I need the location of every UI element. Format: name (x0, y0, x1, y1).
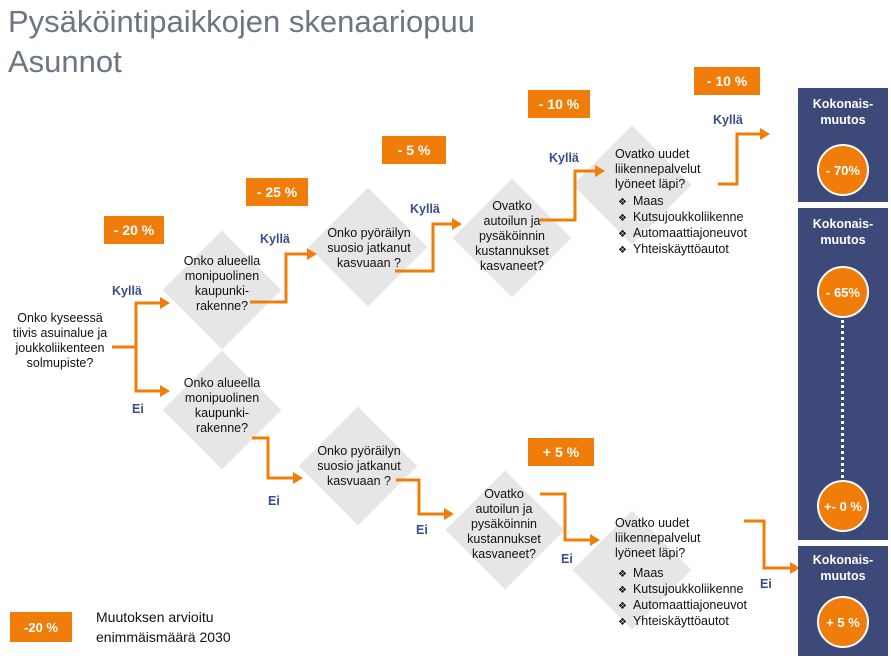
root-question-line: joukkoliikenteen (15, 341, 105, 355)
label-yes-upper-q3: Kyllä (549, 151, 579, 165)
panel-title-line: Kokonais- (812, 553, 874, 567)
label-yes-upper-q2: Kyllä (410, 202, 440, 216)
total-change-panel-bottom (798, 546, 888, 656)
question-line: kustannukset (467, 532, 541, 546)
legend-text (96, 607, 231, 647)
pct-box-upper-1: - 20 % (104, 216, 164, 244)
pct-box-upper-5: - 10 % (694, 67, 760, 95)
lower-q1-question (172, 376, 272, 436)
question-line: Onko pyöräilyn (317, 444, 401, 458)
panel-title-line: muutos (820, 113, 866, 127)
label-no-root: Ei (132, 402, 144, 416)
lower-q4-list (618, 566, 747, 630)
range-dotted-line (841, 320, 844, 478)
root-question (4, 311, 116, 371)
panel-title-line: muutos (820, 569, 866, 583)
list-item: ❖ Kutsujoukkoliikenne (618, 582, 747, 598)
label-no-lower-q2: Ei (416, 523, 428, 537)
panel-title (798, 552, 888, 584)
panel-title-line: Kokonais- (812, 97, 874, 111)
question-line: kasvaneet? (480, 259, 544, 273)
question-line: liikennepalvelut (615, 162, 701, 176)
panel-title-line: Kokonais- (812, 217, 874, 231)
panel-title (798, 96, 888, 128)
root-question-line: tiivis asuinalue ja (12, 326, 108, 340)
question-line: Ovatko (484, 487, 524, 501)
legend-text-line: Muutoksen arvioitu (96, 609, 214, 625)
upper-q2-question (318, 226, 420, 271)
total-value-circle-top: - 65% (817, 266, 869, 318)
question-line: kaupunki- (194, 284, 250, 298)
label-yes-upper-q1: Kyllä (260, 232, 290, 246)
label-no-lower-q3: Ei (561, 552, 573, 566)
question-line: kaupunki- (194, 406, 250, 420)
upper-q4-list (618, 194, 747, 258)
total-change-panel-middle (798, 208, 888, 540)
question-line: Ovatko (492, 199, 532, 213)
panel-title-line: muutos (820, 233, 866, 247)
list-item: ❖ Kutsujoukkoliikenne (618, 210, 747, 226)
connector-root-no (136, 347, 160, 391)
root-question-line: solmupiste? (26, 356, 94, 370)
question-line: Ovatko uudet (615, 147, 690, 161)
list-item: ❖ Yhteiskäyttöautot (618, 614, 747, 630)
total-value-circle: + 5 % (817, 596, 869, 648)
root-question-line: Onko kyseessä (17, 311, 103, 325)
lower-q2-question (308, 444, 410, 489)
question-line: kustannukset (475, 244, 549, 258)
question-line: autoilun ja (483, 214, 541, 228)
list-item: ❖ Automaattiajoneuvot (618, 598, 747, 614)
question-line: lyöneet läpi? (615, 177, 686, 191)
question-line: suosio jatkanut (327, 241, 411, 255)
lower-q3-question (456, 487, 552, 562)
question-line: kasvuaan ? (327, 474, 391, 488)
upper-q4-question (615, 147, 700, 192)
question-line: pysäköinnin (478, 229, 545, 243)
total-value-circle: - 70% (817, 144, 869, 196)
total-change-panel-top (798, 88, 888, 202)
connector-root-yes (112, 303, 160, 347)
label-no-lower-q1: Ei (268, 494, 280, 508)
question-line: liikennepalvelut (615, 531, 701, 545)
list-item: ❖ Maas (618, 194, 747, 210)
pct-box-upper-3: - 5 % (382, 136, 446, 164)
question-line: Onko alueella (183, 254, 261, 268)
question-line: Onko pyöräilyn (327, 226, 411, 240)
lower-q4-question (615, 516, 700, 561)
page-title: Pysäköintipaikkojen skenaariopuu (8, 4, 476, 39)
question-line: Onko alueella (183, 376, 261, 390)
legend-text-line: enimmäismäärä 2030 (96, 629, 231, 645)
legend-swatch: -20 % (10, 612, 72, 642)
label-yes-upper-q4: Kyllä (713, 113, 743, 127)
pct-box-lower: + 5 % (528, 438, 594, 466)
pct-box-upper-2: - 25 % (246, 178, 308, 206)
question-line: lyöneet läpi? (615, 546, 686, 560)
list-item: ❖ Maas (618, 566, 747, 582)
pct-box-upper-4: - 10 % (528, 90, 590, 118)
upper-q3-question (464, 199, 560, 274)
question-line: monipuolinen (184, 269, 260, 283)
upper-q1-question (172, 254, 272, 314)
panel-title (798, 216, 888, 248)
question-line: rakenne? (195, 421, 249, 435)
question-line: kasvaneet? (472, 547, 536, 561)
list-item: ❖ Yhteiskäyttöautot (618, 242, 747, 258)
question-line: monipuolinen (184, 391, 260, 405)
question-line: autoilun ja (475, 502, 533, 516)
question-line: pysäköinnin (470, 517, 537, 531)
question-line: kasvuaan ? (337, 256, 401, 270)
page-subtitle: Asunnot (8, 44, 122, 79)
list-item: ❖ Automaattiajoneuvot (618, 226, 747, 242)
label-yes-root: Kyllä (112, 284, 142, 298)
total-value-circle-bottom: +- 0 % (817, 480, 869, 532)
question-line: rakenne? (195, 299, 249, 313)
question-line: suosio jatkanut (317, 459, 401, 473)
question-line: Ovatko uudet (615, 516, 690, 530)
label-no-lower-q4: Ei (760, 577, 772, 591)
